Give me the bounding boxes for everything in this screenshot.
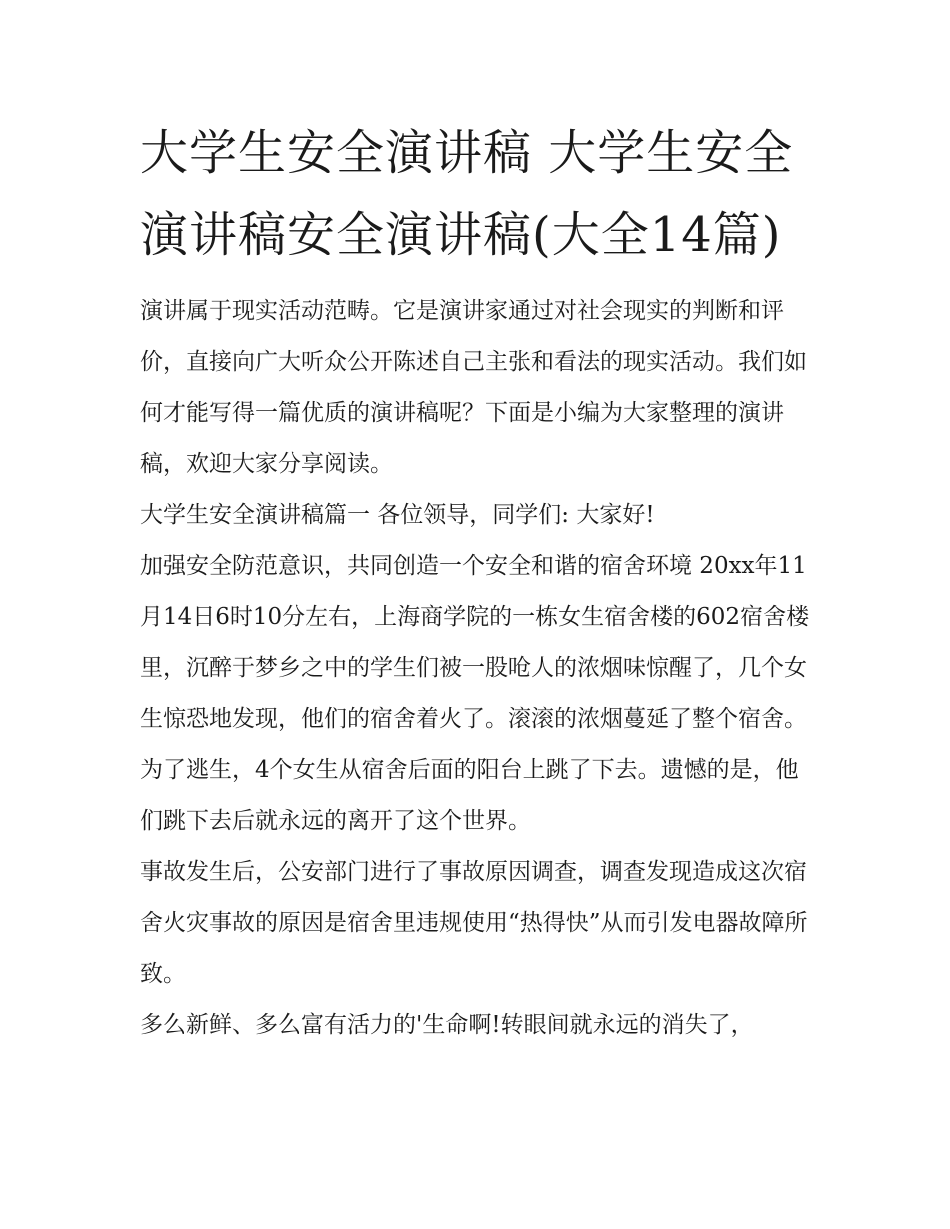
paragraph-incident: 加强安全防范意识，共同创造一个安全和谐的宿舍环境 20xx年11月14日6时10分左右，上海商学院的一栋女生宿舍楼的602宿舍楼里，沉醉于梦乡之中的学生们被一股呛人的浓烟味惊醒了，几个女生惊恐地发现，他们的宿舍着火了。滚滚的浓烟蔓延了整个宿舍。为了逃生，4个女生从宿舍后面的阳台上跳了下去。遗憾的是，他们跳下去后就永远的离开了这个世界。 [140,553,810,834]
paragraph-greeting: 大学生安全演讲稿篇一 各位领导，同学们: 大家好! [140,502,655,528]
document-page [140,112,820,1051]
document-title: 大学生安全演讲稿 大学生安全演讲稿安全演讲稿(大全14篇) [140,125,794,263]
paragraph-intro: 演讲属于现实活动范畴。它是演讲家通过对社会现实的判断和评价，直接向广大听众公开陈述自己主张和看法的现实活动。我们如何才能写得一篇优质的演讲稿呢？下面是小编为大家整理的演讲稿，欢迎大家分享阅读。 [140,298,807,477]
paragraph-investigation: 事故发生后，公安部门进行了事故原因调查，调查发现造成这次宿舍火灾事故的原因是宿舍里违规使用“热得快”从而引发电器故障所致。 [140,859,808,987]
paragraph-reflection: 多么新鲜、多么富有活力的'生命啊!转眼间就永远的消失了， [140,1012,754,1038]
